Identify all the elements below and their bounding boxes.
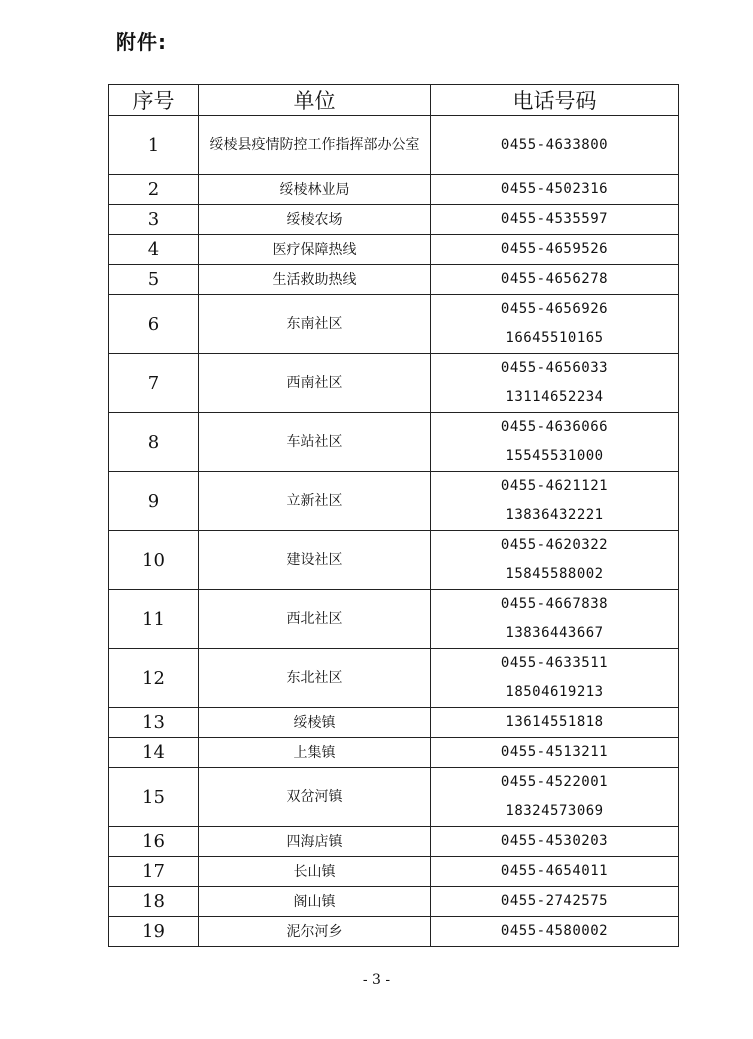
table-row: [109, 205, 679, 235]
table-row: [109, 887, 679, 917]
table-row: [109, 708, 679, 738]
row-unit-name: 绥棱镇: [199, 708, 431, 738]
row-unit-name: 西南社区: [199, 354, 431, 413]
table-row: [109, 472, 679, 531]
row-serial-number: 13: [109, 708, 199, 738]
header-unit: 单位: [199, 85, 431, 116]
row-phone-cell: [431, 857, 679, 887]
row-phone-cell: [431, 917, 679, 947]
table-row: [109, 413, 679, 472]
row-phone-secondary: 13836443667: [505, 625, 604, 641]
row-phone-cell: [431, 827, 679, 857]
table-row: [109, 116, 679, 175]
contact-table: [108, 84, 679, 947]
row-phone-primary: 0455-4633511: [500, 655, 609, 671]
table-row: [109, 768, 679, 827]
row-unit-name: 双岔河镇: [199, 768, 431, 827]
table-row: [109, 857, 679, 887]
row-phone-cell: [431, 472, 679, 531]
row-phone-primary: 13614551818: [505, 714, 604, 730]
table-row: [109, 265, 679, 295]
row-phone-cell: [431, 708, 679, 738]
row-phone-cell: [431, 265, 679, 295]
row-serial-number: 10: [109, 531, 199, 590]
row-phone-cell: [431, 649, 679, 708]
row-phone-primary: 0455-4656278: [500, 271, 609, 287]
table-row: [109, 649, 679, 708]
row-phone-cell: [431, 590, 679, 649]
row-unit-name: 东北社区: [199, 649, 431, 708]
row-phone-primary: 0455-4522001: [500, 774, 609, 790]
row-unit-name: 阁山镇: [199, 887, 431, 917]
row-unit-name: 西北社区: [199, 590, 431, 649]
row-phone-secondary: 15545531000: [505, 448, 604, 464]
table-row: [109, 738, 679, 768]
row-unit-name: 医疗保障热线: [199, 235, 431, 265]
table-row: [109, 354, 679, 413]
row-unit-name: 车站社区: [199, 413, 431, 472]
table-row: [109, 235, 679, 265]
row-phone-secondary: 18324573069: [505, 803, 604, 819]
row-phone-secondary: 13114652234: [505, 389, 604, 405]
row-phone-primary: 0455-4530203: [500, 833, 609, 849]
row-phone-cell: [431, 413, 679, 472]
row-phone-cell: [431, 116, 679, 175]
row-phone-cell: [431, 738, 679, 768]
row-unit-name: 长山镇: [199, 857, 431, 887]
row-phone-primary: 0455-4656033: [500, 360, 609, 376]
row-serial-number: 17: [109, 857, 199, 887]
row-phone-cell: [431, 768, 679, 827]
row-serial-number: 18: [109, 887, 199, 917]
row-serial-number: 11: [109, 590, 199, 649]
row-serial-number: 5: [109, 265, 199, 295]
row-phone-cell: [431, 354, 679, 413]
row-phone-primary: 0455-4654011: [500, 863, 609, 879]
row-phone-cell: [431, 887, 679, 917]
row-unit-name: 泥尔河乡: [199, 917, 431, 947]
row-phone-primary: 0455-4513211: [500, 744, 609, 760]
row-phone-secondary: 15845588002: [505, 566, 604, 582]
row-unit-name: 四海店镇: [199, 827, 431, 857]
row-unit-name: 建设社区: [199, 531, 431, 590]
row-unit-name: 上集镇: [199, 738, 431, 768]
row-serial-number: 8: [109, 413, 199, 472]
row-serial-number: 6: [109, 295, 199, 354]
row-phone-primary: 0455-4502316: [500, 181, 609, 197]
row-phone-secondary: 18504619213: [505, 684, 604, 700]
row-serial-number: 3: [109, 205, 199, 235]
row-serial-number: 4: [109, 235, 199, 265]
row-serial-number: 15: [109, 768, 199, 827]
row-unit-name: 东南社区: [199, 295, 431, 354]
table-row: [109, 531, 679, 590]
row-serial-number: 7: [109, 354, 199, 413]
header-serial-number: 序号: [109, 85, 199, 116]
row-phone-primary: 0455-4659526: [500, 241, 609, 257]
row-serial-number: 1: [109, 116, 199, 175]
row-phone-secondary: 13836432221: [505, 507, 604, 523]
row-phone-primary: 0455-4535597: [500, 211, 609, 227]
page-number: - 3 -: [362, 972, 391, 988]
table-row: [109, 295, 679, 354]
header-phone-number: 电话号码: [431, 85, 679, 116]
table-row: [109, 917, 679, 947]
table-row: [109, 590, 679, 649]
row-phone-cell: [431, 531, 679, 590]
table-row: [109, 175, 679, 205]
row-phone-primary: 0455-4620322: [500, 537, 609, 553]
row-unit-name: 绥棱农场: [199, 205, 431, 235]
row-unit-name: 绥棱林业局: [199, 175, 431, 205]
row-phone-primary: 0455-4656926: [500, 301, 609, 317]
row-phone-cell: [431, 175, 679, 205]
row-phone-primary: 0455-4621121: [500, 478, 609, 494]
row-phone-primary: 0455-4580002: [500, 923, 609, 939]
row-serial-number: 14: [109, 738, 199, 768]
row-phone-primary: 0455-4633800: [500, 136, 609, 153]
row-serial-number: 12: [109, 649, 199, 708]
row-serial-number: 2: [109, 175, 199, 205]
row-serial-number: 19: [109, 917, 199, 947]
row-unit-name: 立新社区: [199, 472, 431, 531]
attachment-label: 附件:: [116, 30, 167, 54]
row-phone-cell: [431, 295, 679, 354]
row-unit-name: 绥棱县疫情防控工作指挥部办公室: [199, 116, 431, 175]
row-serial-number: 16: [109, 827, 199, 857]
table-header-row: [109, 85, 679, 116]
row-phone-primary: 0455-2742575: [500, 893, 609, 909]
row-serial-number: 9: [109, 472, 199, 531]
row-phone-secondary: 16645510165: [505, 330, 604, 346]
row-phone-primary: 0455-4667838: [500, 596, 609, 612]
row-unit-name: 生活救助热线: [199, 265, 431, 295]
table-row: [109, 827, 679, 857]
row-phone-cell: [431, 235, 679, 265]
row-phone-cell: [431, 205, 679, 235]
row-phone-primary: 0455-4636066: [500, 419, 609, 435]
